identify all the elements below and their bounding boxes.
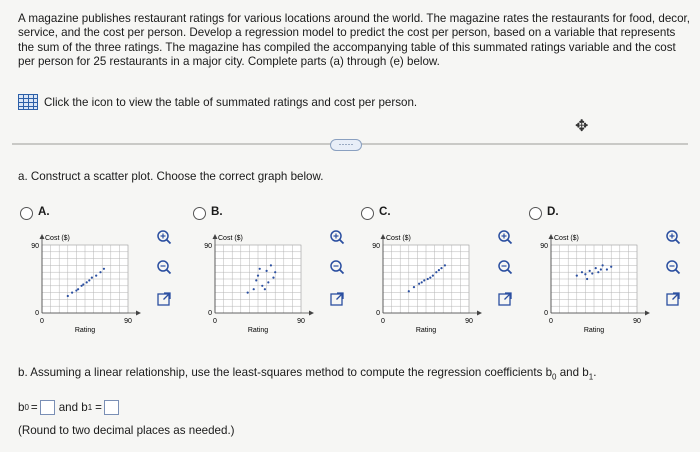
option-c[interactable]: [361, 205, 521, 345]
data-point: [266, 270, 268, 272]
data-point: [418, 283, 420, 285]
problem-statement: A magazine publishes restaurant ratings for various locations around the world. The magazine rates the restaurants for food, decor, service, and the cost per person. Develop a regression model to predict the cost per person, based on a variable that represents the sum of the three ratings. The magazine has compiled the accompanying table of this summated ratings variable and the cost per person for 25 restaurants in a major city. Complete parts (a) through (e) below.: [18, 12, 690, 69]
x-axis-arrow: [136, 311, 141, 316]
data-point: [413, 286, 415, 288]
part-a-question: a. Construct a scatter plot. Choose the correct graph below.: [18, 170, 324, 183]
data-point: [67, 295, 69, 297]
data-point: [595, 267, 597, 269]
data-point: [103, 268, 105, 270]
x-axis-arrow: [309, 311, 314, 316]
data-point: [88, 279, 90, 281]
x-tick-label: 90: [633, 318, 641, 325]
part-b-text: b. Assuming a linear relationship, use the least-squares method to compute the regression coefficients b: [18, 366, 553, 379]
y-tick-label: 90: [540, 243, 548, 250]
zoom-in-icon[interactable]: [156, 229, 174, 247]
y-origin-label: 0: [208, 310, 212, 317]
y-tick-label: 90: [204, 243, 212, 250]
data-point: [71, 292, 73, 294]
data-point: [257, 275, 259, 277]
data-point: [247, 292, 249, 294]
data-point: [267, 281, 269, 283]
data-point: [606, 268, 608, 270]
y-tick-label: 90: [31, 243, 39, 250]
x-axis-label: Rating: [247, 327, 269, 334]
zoom-out-icon[interactable]: [665, 259, 683, 277]
part-b-question: [18, 366, 596, 381]
data-point: [435, 271, 437, 273]
data-point: [272, 277, 274, 279]
move-icon[interactable]: ✥: [575, 118, 589, 135]
y-axis-label: Cost ($): [554, 235, 579, 242]
data-point: [440, 267, 442, 269]
data-point: [610, 266, 612, 268]
data-point: [438, 269, 440, 271]
popout-icon[interactable]: [329, 291, 347, 309]
data-point: [602, 264, 604, 266]
popout-icon[interactable]: [156, 291, 174, 309]
expand-button[interactable]: ·····: [330, 139, 362, 151]
popout-icon[interactable]: [665, 291, 683, 309]
y-origin-label: 0: [544, 310, 548, 317]
zoom-out-icon[interactable]: [497, 259, 515, 277]
zoom-in-icon[interactable]: [329, 229, 347, 247]
rounding-note: (Round to two decimal places as needed.): [18, 424, 235, 437]
y-axis-label: Cost ($): [386, 235, 411, 242]
option-a-label: A.: [38, 205, 50, 218]
subscript-0: 0: [552, 372, 557, 382]
data-point: [427, 278, 429, 280]
data-point: [75, 289, 77, 291]
part-b-period: .: [593, 366, 597, 379]
x-origin-label: 0: [549, 318, 553, 325]
data-point: [429, 277, 431, 279]
b0-input[interactable]: [40, 400, 55, 415]
data-point: [586, 278, 588, 280]
option-d[interactable]: [529, 205, 689, 345]
data-point: [270, 264, 272, 266]
x-tick-label: 90: [297, 318, 305, 325]
y-axis-label: Cost ($): [218, 235, 243, 242]
data-point: [80, 285, 82, 287]
data-point: [91, 277, 93, 279]
data-point: [444, 264, 446, 266]
data-point: [408, 290, 410, 292]
subscript-1: 1: [588, 372, 594, 382]
data-point: [264, 288, 266, 290]
zoom-out-icon[interactable]: [329, 259, 347, 277]
data-point: [432, 275, 434, 277]
data-point: [82, 283, 84, 285]
data-point: [253, 288, 255, 290]
table-icon[interactable]: [18, 94, 38, 110]
b0-equals: =: [30, 401, 38, 414]
b0-label: b: [18, 401, 25, 414]
b1-equals: =: [95, 401, 102, 414]
x-origin-label: 0: [381, 318, 385, 325]
data-point: [99, 271, 101, 273]
option-d-radio[interactable]: [529, 207, 542, 220]
zoom-out-icon[interactable]: [156, 259, 174, 277]
data-point: [259, 268, 261, 270]
option-a-graph: [20, 223, 155, 345]
data-table-link-label: Click the icon to view the table of summated ratings and cost per person.: [44, 95, 418, 109]
data-point: [597, 271, 599, 273]
x-axis-label: Rating: [415, 327, 437, 334]
data-point: [576, 275, 578, 277]
option-c-graph: [361, 223, 496, 345]
b1-subscript: 1: [87, 403, 93, 412]
data-point: [589, 270, 591, 272]
y-axis-arrow: [213, 234, 218, 239]
option-a[interactable]: [20, 205, 180, 345]
option-d-graph: [529, 223, 664, 345]
data-table-link[interactable]: [18, 94, 417, 110]
option-c-label: C.: [379, 205, 391, 218]
data-point: [584, 273, 586, 275]
y-tick-label: 90: [372, 243, 380, 250]
data-point: [86, 281, 88, 283]
option-a-radio[interactable]: [20, 207, 33, 220]
part-b-and: and b: [556, 366, 589, 379]
x-tick-label: 90: [465, 318, 473, 325]
b0-subscript: 0: [24, 403, 29, 412]
data-point: [423, 279, 425, 281]
x-axis-arrow: [477, 311, 482, 316]
data-point: [600, 268, 602, 270]
b1-input[interactable]: [104, 400, 119, 415]
x-axis-label: Rating: [583, 327, 605, 334]
option-b-graph: [193, 223, 328, 345]
popout-icon[interactable]: [497, 291, 515, 309]
option-c-radio[interactable]: [361, 207, 374, 220]
y-axis-arrow: [381, 234, 386, 239]
data-point: [591, 272, 593, 274]
y-axis-label: Cost ($): [45, 235, 70, 242]
x-origin-label: 0: [40, 318, 44, 325]
y-axis-arrow: [40, 234, 45, 239]
x-tick-label: 90: [124, 318, 132, 325]
x-origin-label: 0: [213, 318, 217, 325]
y-axis-arrow: [549, 234, 554, 239]
data-point: [581, 271, 583, 273]
zoom-in-icon[interactable]: [665, 229, 683, 247]
data-point: [261, 285, 263, 287]
x-axis-arrow: [645, 311, 650, 316]
option-b-radio[interactable]: [193, 207, 206, 220]
y-origin-label: 0: [35, 310, 39, 317]
data-point: [255, 279, 257, 281]
data-point: [77, 288, 79, 290]
x-axis-label: Rating: [74, 327, 96, 334]
b1-label: and b: [58, 401, 88, 414]
option-b[interactable]: [193, 205, 353, 345]
zoom-in-icon[interactable]: [497, 229, 515, 247]
data-point: [421, 281, 423, 283]
option-d-label: D.: [547, 205, 559, 218]
data-point: [274, 271, 276, 273]
answer-row: [18, 400, 121, 415]
option-b-label: B.: [211, 205, 223, 218]
y-origin-label: 0: [376, 310, 380, 317]
data-point: [95, 275, 97, 277]
